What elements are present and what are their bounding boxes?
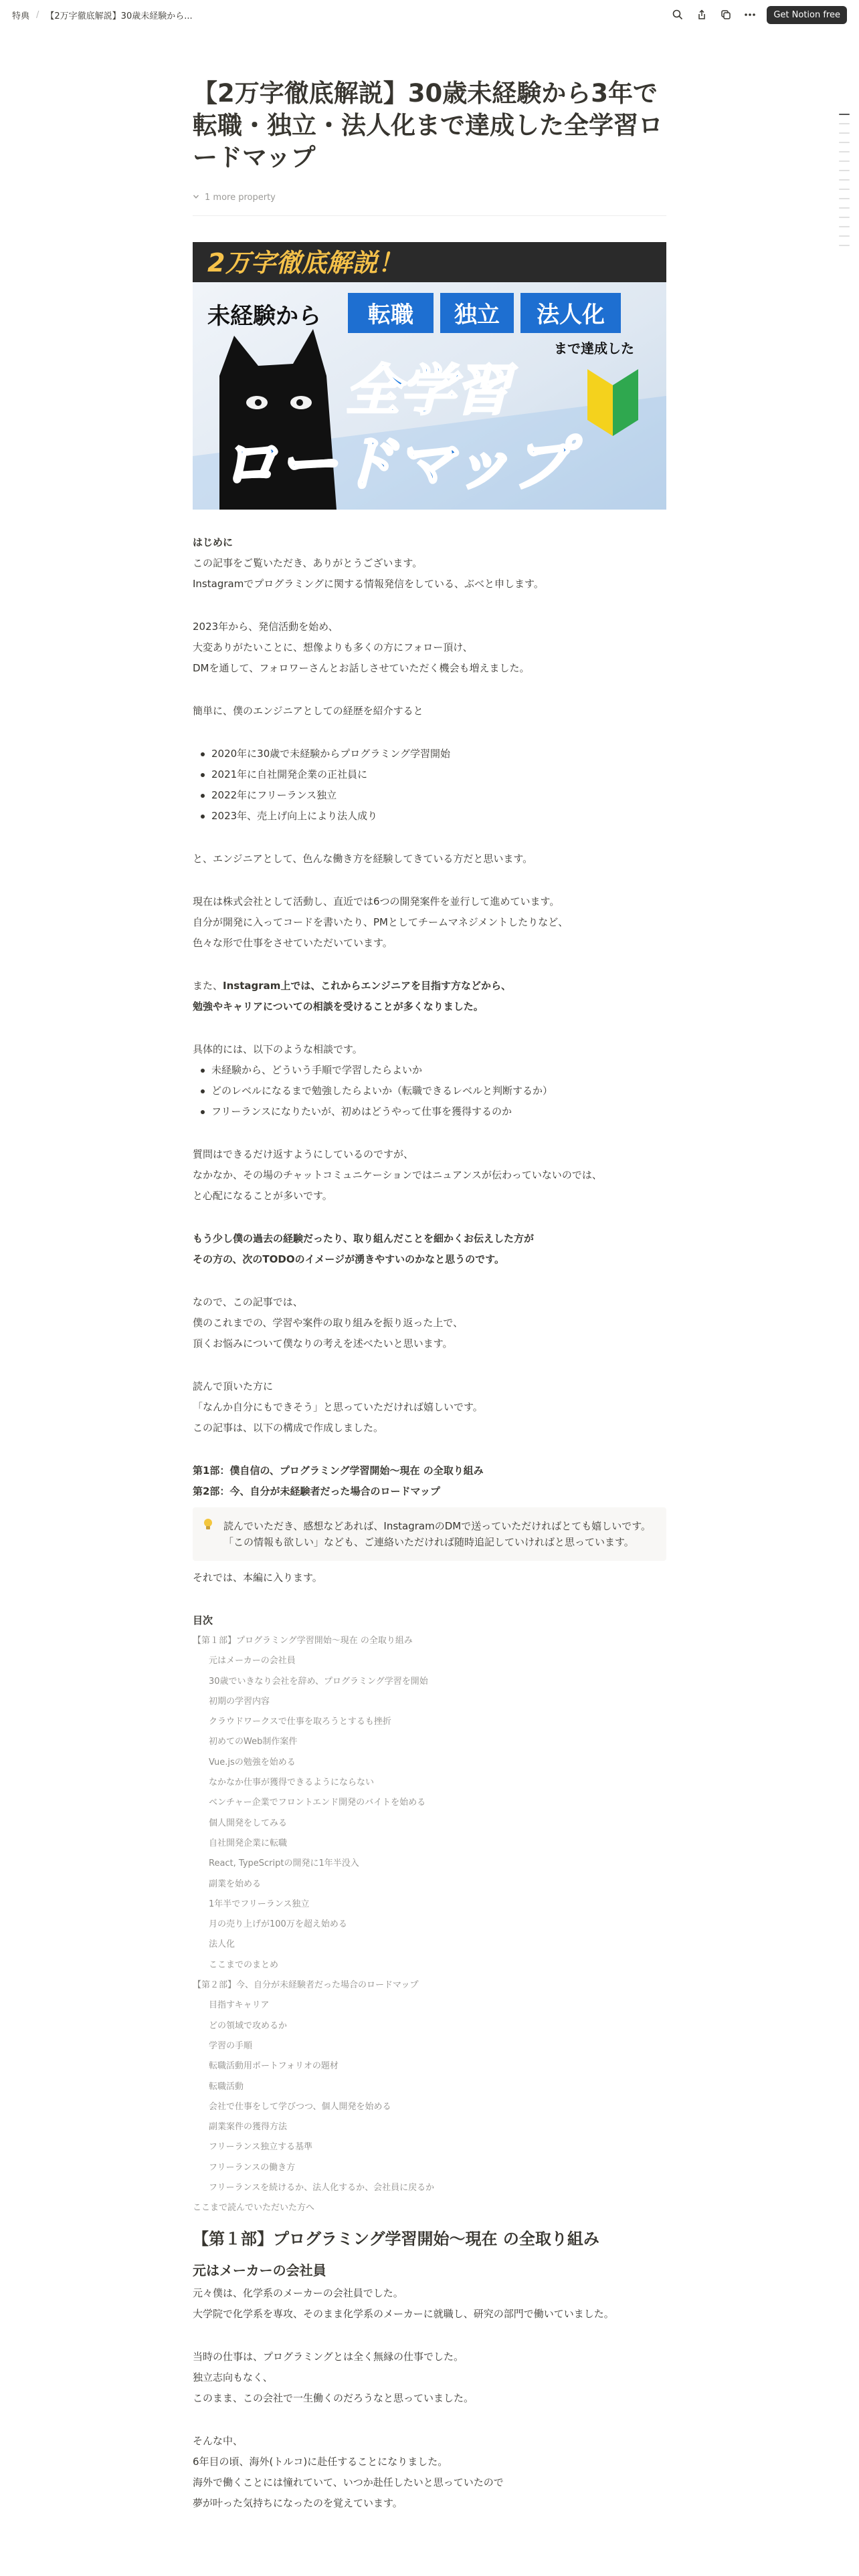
toc-heading: 目次 [193, 1614, 213, 1626]
toc-item[interactable]: ここまでのまとめ [209, 1959, 279, 1970]
hero-main-line2: ロードマップ [219, 429, 571, 498]
toc-item[interactable]: 初めてのWeb制作案件 [209, 1737, 298, 1747]
subsection-heading: 元はメーカーの会社員 [193, 2262, 326, 2278]
paragraph: この記事は、以下の構成で作成しました。 [193, 1422, 384, 1434]
toc-item[interactable]: 転職活動用ポートフォリオの題材 [209, 2061, 339, 2072]
toc-minimap[interactable] [839, 114, 850, 254]
share-icon[interactable] [694, 7, 709, 22]
toc-item[interactable]: 個人開発をしてみる [209, 1818, 288, 1828]
list-item: どのレベルになるまで勉強したらよいか（転職できるレベルと判断するか） [211, 1081, 666, 1101]
paragraph: 自分が開発に入ってコードを書いたり、PMとしてチームマネジメントしたりなど、 [193, 916, 569, 928]
paragraph: Instagramでプログラミングに関する情報発信をしている、ぶべと申します。 [193, 578, 544, 590]
hero-tag-tenshoku: 転職 [368, 302, 413, 328]
page-title[interactable]: 【2万字徹底解説】30歳未経験から3年で転職・独立・法人化まで達成した全学習ロードマップ [193, 79, 663, 172]
toc-item[interactable]: React, TypeScriptの開発に1年半没入 [209, 1858, 359, 1869]
toc-item[interactable]: 月の売り上げが100万を超え始める [209, 1919, 347, 1930]
paragraph: なかなか、その場のチャットコミュニケーションではニュアンスが伝わっていないのでは、 [193, 1169, 602, 1181]
toc-item[interactable]: フリーランス独立する基準 [209, 2142, 313, 2153]
toc-item[interactable]: 元はメーカーの会社員 [209, 1656, 296, 1667]
toc-item[interactable]: なかなか仕事が獲得できるようにならない [209, 1778, 375, 1788]
consult-list [193, 1060, 666, 1122]
paragraph: 質問はできるだけ返すようにしているのですが、 [193, 1148, 414, 1160]
paragraph: また、Instagram上では、これからエンジニアを目指す方などから、 [193, 980, 512, 992]
paragraph: 「なんか自分にもできそう」と思っていただければ嬉しいです。 [193, 1401, 483, 1413]
toc-item[interactable]: 【第２部】今、自分が未経験者だった場合のロードマップ [193, 1980, 419, 1991]
list-item: 2023年、売上げ向上により法人成り [211, 806, 666, 827]
toc-item[interactable]: 副業を始める [209, 1879, 262, 1889]
breadcrumb-root[interactable]: 特典 [12, 11, 30, 21]
toc-item[interactable]: ここまで読んでいただいた方へ [193, 2203, 315, 2214]
intro-heading: はじめに [193, 536, 233, 548]
list-item: 2020年に30歳で未経験からプログラミング学習開始 [211, 744, 666, 764]
breadcrumb-current-page[interactable]: 【2万字徹底解説】30歳未経験から... [45, 11, 193, 21]
paragraph: 2023年から、発信活動を始め、 [193, 621, 339, 633]
paragraph: もう少し僕の過去の経験だったり、取り組んだことを細かくお伝えした方が [193, 1232, 535, 1245]
toc-item[interactable]: 学習の手順 [209, 2040, 253, 2051]
get-notion-free-button[interactable]: Get Notion free [767, 6, 847, 24]
hero-image [193, 242, 666, 510]
more-options-icon[interactable] [743, 7, 757, 22]
paragraph: 大学院で化学系を専攻、そのまま化学系のメーカーに就職し、研究の部門で働いていました。 [193, 2307, 614, 2320]
paragraph: その方の、次のTODOのイメージが湧きやすいのかなと思うのです。 [193, 1253, 504, 1265]
paragraph: と心配になることが多いです。 [193, 1190, 332, 1202]
top-actions [670, 0, 847, 29]
paragraph: そんな中、 [193, 2434, 244, 2447]
paragraph: 当時の仕事は、プログラミングとは全く無縁の仕事でした。 [193, 2350, 464, 2363]
paragraph: と、エンジニアとして、色んな働き方を経験してきている方だと思います。 [193, 853, 533, 865]
hero-tag-dokuritsu: 独立 [454, 302, 500, 328]
paragraph: DMを通して、フォロワーさんとお話しさせていただく機会も増えました。 [193, 662, 530, 674]
toc-item[interactable]: 副業案件の獲得方法 [209, 2122, 288, 2133]
table-of-contents [193, 1631, 666, 2219]
breadcrumb [12, 0, 193, 29]
toc-item[interactable]: ベンチャー企業でフロントエンド開発のバイトを始める [209, 1798, 426, 1808]
toc-item[interactable]: 会社で仕事をして学びつつ、個人開発を始める [209, 2101, 391, 2112]
career-list [193, 744, 666, 827]
hero-achieved: まで達成した [554, 340, 634, 356]
toc-item[interactable]: クラウドワークスで仕事を取ろうとするも挫折 [209, 1717, 391, 1727]
paragraph: 簡単に、僕のエンジニアとしての経歴を紹介すると [193, 705, 423, 717]
search-icon[interactable] [670, 7, 685, 22]
section-heading-part1: 【第１部】プログラミング学習開始〜現在 の全取り組み [193, 2229, 599, 2248]
paragraph: 6年目の頃、海外(トルコ)に赴任することになりました。 [193, 2455, 448, 2468]
paragraph: 具体的には、以下のような相談です。 [193, 1043, 363, 1055]
more-properties-label: 1 more property [205, 193, 276, 203]
toc-item[interactable]: Vue.jsの勉強を始める [209, 1757, 296, 1767]
hero-main-line1: 全学習 [345, 359, 510, 423]
paragraph: 夢が叶った気持ちになったのを覚えています。 [193, 2496, 403, 2509]
lightbulb-icon [203, 1518, 213, 1536]
toc-item[interactable]: 初期の学習内容 [209, 1696, 270, 1707]
toc-item[interactable]: 転職活動 [209, 2081, 244, 2092]
paragraph: 頂くお悩みについて僕なりの考えを述べたいと思います。 [193, 1337, 453, 1350]
callout-text: 読んでいただき、感想などあれば、InstagramのDMで送っていただければとても嬉しいです。「この情報も欲しい」なども、ご連絡いただければ随時追記していければと思っています。 [223, 1520, 652, 1548]
paragraph: なので、この記事では、 [193, 1296, 303, 1308]
hero-banner: 2万字徹底解説！ [207, 248, 403, 278]
toc-item[interactable]: 目指すキャリア [209, 2000, 270, 2011]
toc-item[interactable]: 1年半でフリーランス独立 [209, 1899, 310, 1909]
paragraph: それでは、本編に入ります。 [193, 1572, 322, 1584]
paragraph: このまま、この会社で一生働くのだろうなと思っていました。 [193, 2391, 474, 2404]
list-item: 未経験から、どういう手順で学習したらよいか [211, 1060, 666, 1081]
divider [193, 215, 666, 216]
hero-tag-houjinka: 法人化 [537, 302, 605, 328]
paragraph: 第2部：今、自分が未経験者だった場合のロードマップ [193, 1485, 440, 1497]
toc-item[interactable]: どの領域で攻めるか [209, 2020, 288, 2031]
top-bar [0, 0, 859, 29]
hero-mikeiken: 未経験から [207, 303, 321, 330]
paragraph: 海外で働くことには憧れていて、いつか赴任したいと思っていたので [193, 2476, 504, 2488]
toc-item[interactable]: 法人化 [209, 1939, 235, 1950]
paragraph: 独立志向もなく、 [193, 2371, 273, 2383]
list-item: 2022年にフリーランス独立 [211, 785, 666, 806]
chevron-down-icon [193, 193, 199, 203]
more-properties-toggle[interactable] [193, 193, 276, 203]
paragraph: 読んで頂いた方に [193, 1380, 274, 1392]
paragraph: 大変ありがたいことに、想像よりも多くの方にフォロー頂け、 [193, 641, 473, 653]
list-item: フリーランスになりたいが、初めはどうやって仕事を獲得するのか [211, 1101, 666, 1122]
breadcrumb-separator: / [36, 9, 39, 20]
paragraph: この記事をご覧いただき、ありがとうございます。 [193, 557, 423, 569]
toc-item[interactable]: 30歳でいきなり会社を辞め、プログラミング学習を開始 [209, 1676, 428, 1687]
paragraph: 勉強やキャリアについての相談を受けることが多くなりました。 [193, 1000, 484, 1012]
callout-box [193, 1507, 666, 1561]
paragraph: 元々僕は、化学系のメーカーの会社員でした。 [193, 2286, 403, 2299]
toc-item[interactable]: 自社開発企業に転職 [209, 1838, 288, 1848]
paragraph: 第1部：僕自信の、プログラミング学習開始〜現在 の全取り組み [193, 1465, 484, 1477]
list-item: 2021年に自社開発企業の正社員に [211, 764, 666, 785]
toc-item[interactable]: フリーランスの働き方 [209, 2162, 296, 2173]
duplicate-icon[interactable] [719, 7, 733, 22]
toc-item[interactable]: 【第１部】プログラミング学習開始〜現在 の全取り組み [193, 1636, 413, 1646]
paragraph: 僕のこれまでの、学習や案件の取り組みを振り返った上で、 [193, 1317, 464, 1329]
paragraph: 色々な形で仕事をさせていただいています。 [193, 937, 393, 949]
paragraph: 現在は株式会社として活動し、直近では6つの開発案件を並行して進めています。 [193, 895, 560, 907]
article-body [193, 532, 666, 2514]
toc-item[interactable]: フリーランスを続けるか、法人化するか、会社員に戻るか [209, 2183, 435, 2193]
